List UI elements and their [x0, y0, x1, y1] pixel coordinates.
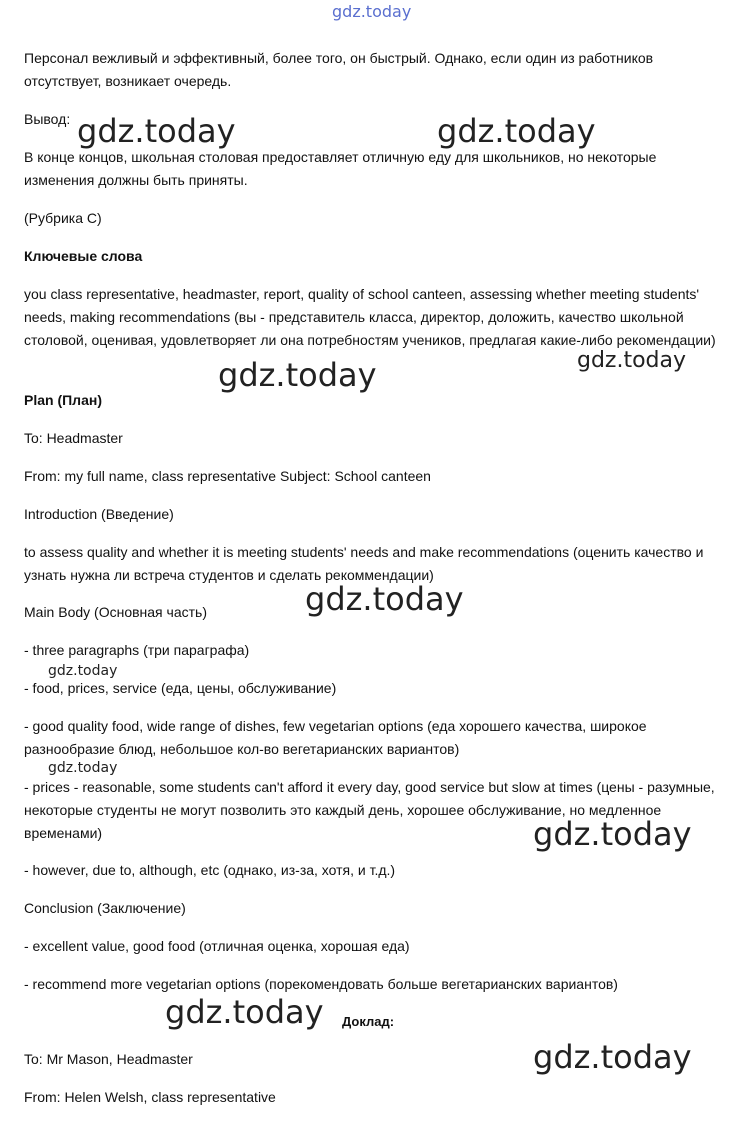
paragraph-from: From: my full name, class representative Subject: School canteen [24, 468, 431, 484]
paragraph-staff: Персонал вежливый и эффективный, более того, он быстрый. Однако, если один из работников отсутствует, возникает очередь. [24, 50, 657, 89]
watermark-6: gdz.today [48, 663, 118, 679]
paragraph-to: To: Headmaster [24, 430, 123, 446]
watermark-5: gdz.today [305, 580, 464, 618]
paragraph-however: - however, due to, although, etc (однако, из-за, хотя, и т.д.) [24, 862, 396, 878]
paragraph-conclusion-plan: Conclusion (Заключение) [24, 900, 186, 916]
paragraph-intro-text: to assess quality and whether it is meeting students' needs and make recommendations (оценить качество и узнать нужна ли встреча студентов и сделать рекоммендации) [24, 544, 708, 583]
paragraph-introduction: Introduction (Введение) [24, 506, 174, 522]
heading-report: Доклад: [342, 1014, 395, 1029]
watermark-8: gdz.today [533, 815, 692, 853]
heading-plan: Plan (План) [24, 392, 102, 408]
paragraph-excellent: - excellent value, good food (отличная оценка, хорошая еда) [24, 938, 410, 954]
watermark-top: gdz.today [332, 2, 412, 21]
paragraph-report-from: From: Helen Welsh, class representative [24, 1089, 276, 1105]
paragraph-recommend: - recommend more vegetarian options (порекомендовать больше вегетарианских вариантов) [24, 976, 618, 992]
paragraph-prices: - prices - reasonable, some students can't afford it every day, good service but slow at times (цены - разумные, некоторые студенты не могут позволить это каждый день, хорошее обслуживание, но медленное временами) [24, 779, 719, 841]
paragraph-conclusion-heading: Вывод: [24, 111, 71, 127]
watermark-3: gdz.today [218, 356, 377, 394]
paragraph-food-prices: - food, prices, service (еда, цены, обслуживание) [24, 680, 337, 696]
watermark-10: gdz.today [533, 1038, 692, 1076]
paragraph-conclusion: В конце концов, школьная столовая предоставляет отличную еду для школьников, но некоторые изменения должны быть приняты. [24, 149, 661, 188]
paragraph-rubric: (Рубрика С) [24, 210, 102, 226]
heading-keywords: Ключевые слова [24, 248, 143, 264]
watermark-2: gdz.today [437, 112, 596, 150]
paragraph-keywords: you class representative, headmaster, report, quality of school canteen, assessing whether meeting students' needs, making recommendations (вы - представитель класса, директор, доложить, качество школьной столовой, оценивая, удовлетворяет ли она потребностям учеников, предлагая какие-либо рекомендации) [24, 286, 716, 348]
watermark-9: gdz.today [165, 993, 324, 1031]
watermark-1: gdz.today [77, 112, 236, 150]
watermark-7: gdz.today [48, 760, 118, 776]
paragraph-main-body: Main Body (Основная часть) [24, 604, 207, 620]
paragraph-good-quality: - good quality food, wide range of dishes, few vegetarian options (еда хорошего качества, широкое разнообразие блюд, небольшое кол-во вегетарианских вариантов) [24, 718, 651, 757]
paragraph-three: - three paragraphs (три параграфа) [24, 642, 250, 658]
watermark-4: gdz.today [577, 348, 687, 373]
paragraph-report-to: To: Mr Mason, Headmaster [24, 1051, 193, 1067]
